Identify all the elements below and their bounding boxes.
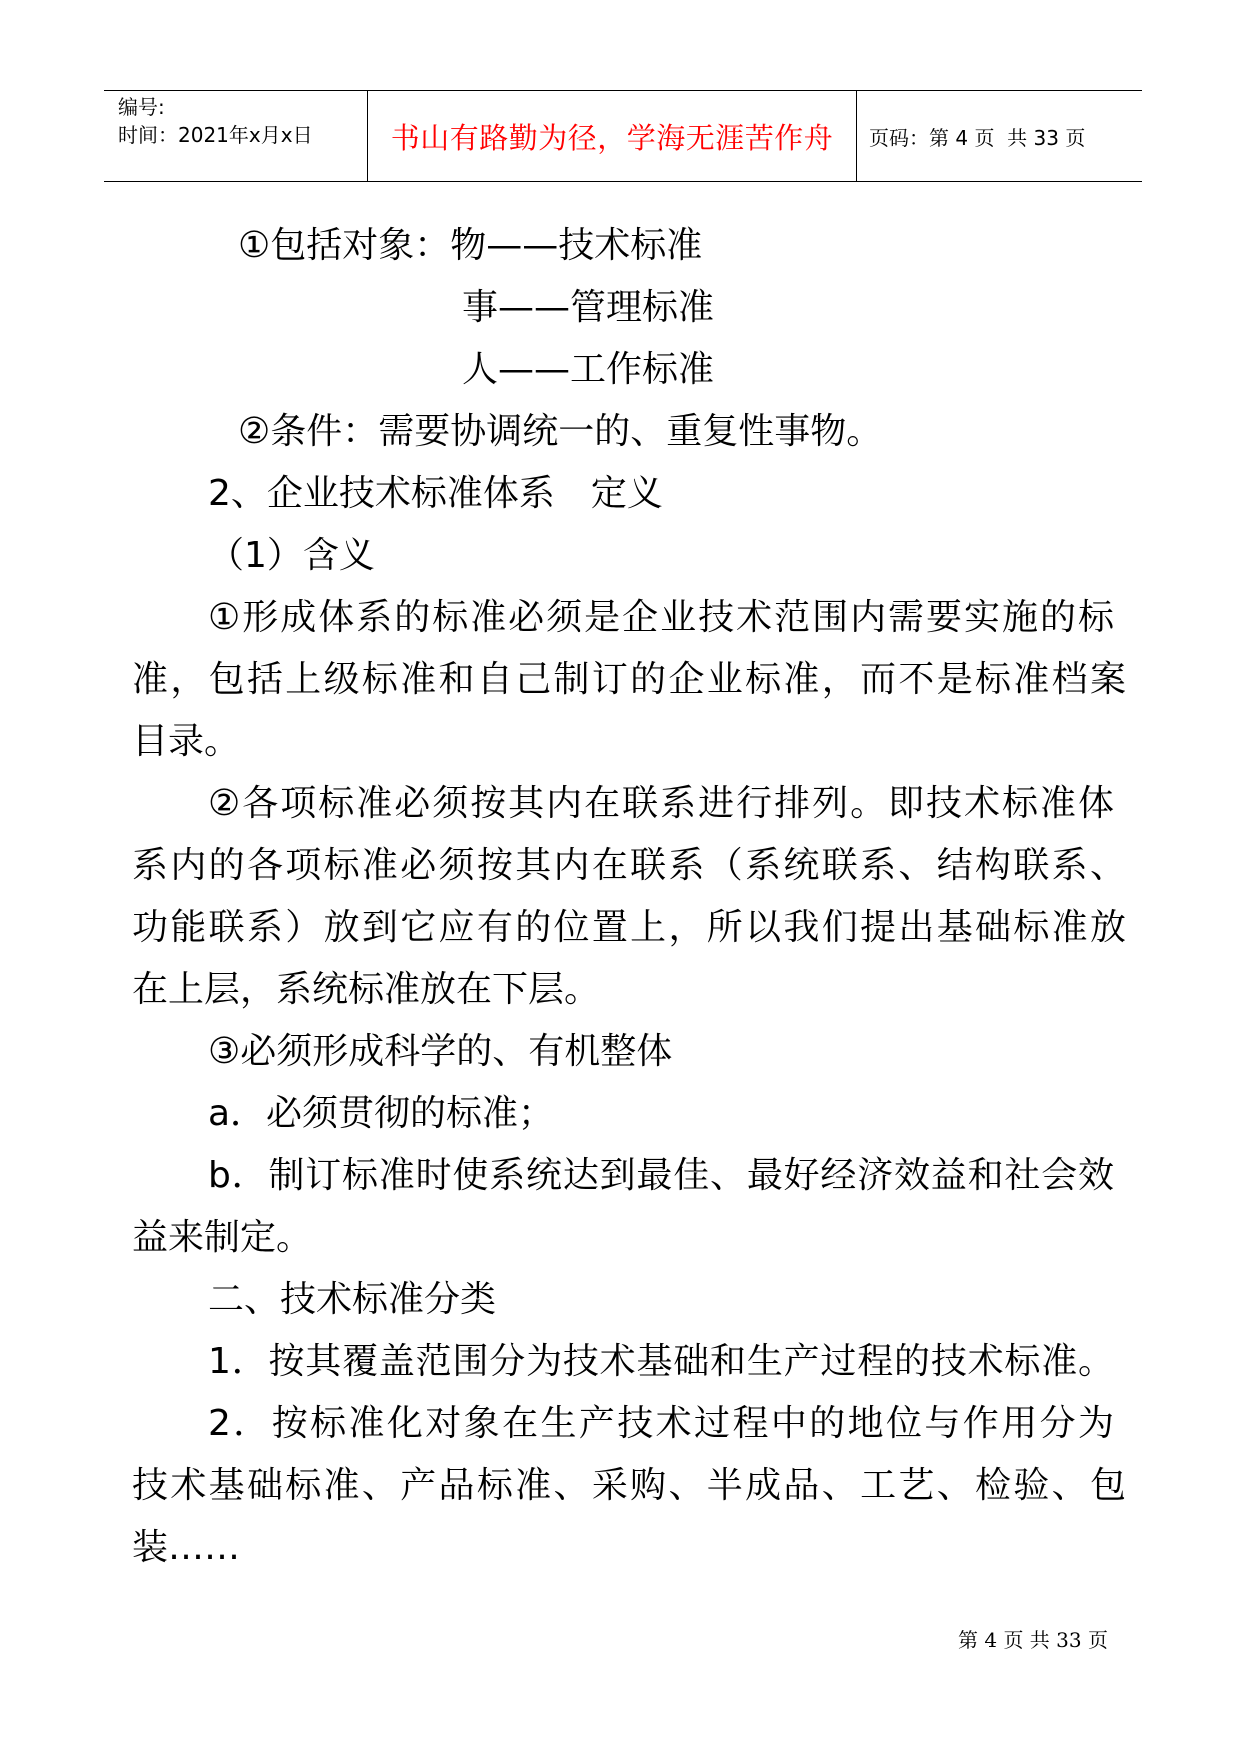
body-line: 益来制定。 (132, 1217, 313, 1258)
header-motto-cell (368, 91, 857, 181)
body-line: 2．按标准化对象在生产技术过程中的地位与作用分为 (208, 1403, 1114, 1444)
page-footer-number: 第 4 页 共 33 页 (958, 1628, 1108, 1652)
header-page-number: 页码：第 4 页 共 33 页 (869, 125, 1086, 150)
section-heading: 二、技术标准分类 (208, 1279, 497, 1320)
body-line: 1．按其覆盖范围分为技术基础和生产过程的技术标准。 (208, 1341, 1114, 1382)
body-line: ①包括对象：物——技术标准 (238, 225, 703, 266)
page-header (104, 90, 1142, 182)
header-page-cell (857, 91, 1142, 181)
body-line: a．必须贯彻的标准； (208, 1093, 555, 1134)
document-number-label: 编号: (118, 95, 165, 119)
body-line: b．制订标准时使系统达到最佳、最好经济效益和社会效 (208, 1155, 1114, 1196)
body-line: 装…… (132, 1527, 241, 1568)
body-line: 人——工作标准 (462, 349, 715, 390)
header-motto: 书山有路勤为径，学海无涯苦作舟 (390, 120, 834, 155)
body-line: 功能联系）放到它应有的位置上，所以我们提出基础标准放 (132, 907, 1126, 948)
body-line: ①形成体系的标准必须是企业技术范围内需要实施的标 (208, 597, 1114, 638)
subsection-heading: （1）含义 (208, 535, 375, 576)
body-line: 在上层，系统标准放在下层。 (132, 969, 601, 1010)
body-line: 目录。 (132, 721, 241, 762)
header-meta-cell (104, 91, 368, 181)
body-line: ②各项标准必须按其内在联系进行排列。即技术标准体 (208, 783, 1114, 824)
body-line: ③必须形成科学的、有机整体 (208, 1031, 673, 1072)
body-line: 准，包括上级标准和自己制订的企业标准，而不是标准档案 (132, 659, 1126, 700)
body-line: 事——管理标准 (462, 287, 715, 328)
body-line: ②条件：需要协调统一的、重复性事物。 (238, 411, 883, 452)
section-heading: 2、企业技术标准体系 定义 (208, 473, 663, 514)
body-line: 技术基础标准、产品标准、采购、半成品、工艺、检验、包 (132, 1465, 1126, 1506)
document-time-label: 时间：2021年x月x日 (118, 123, 313, 147)
body-line: 系内的各项标准必须按其内在联系（系统联系、结构联系、 (132, 845, 1126, 886)
